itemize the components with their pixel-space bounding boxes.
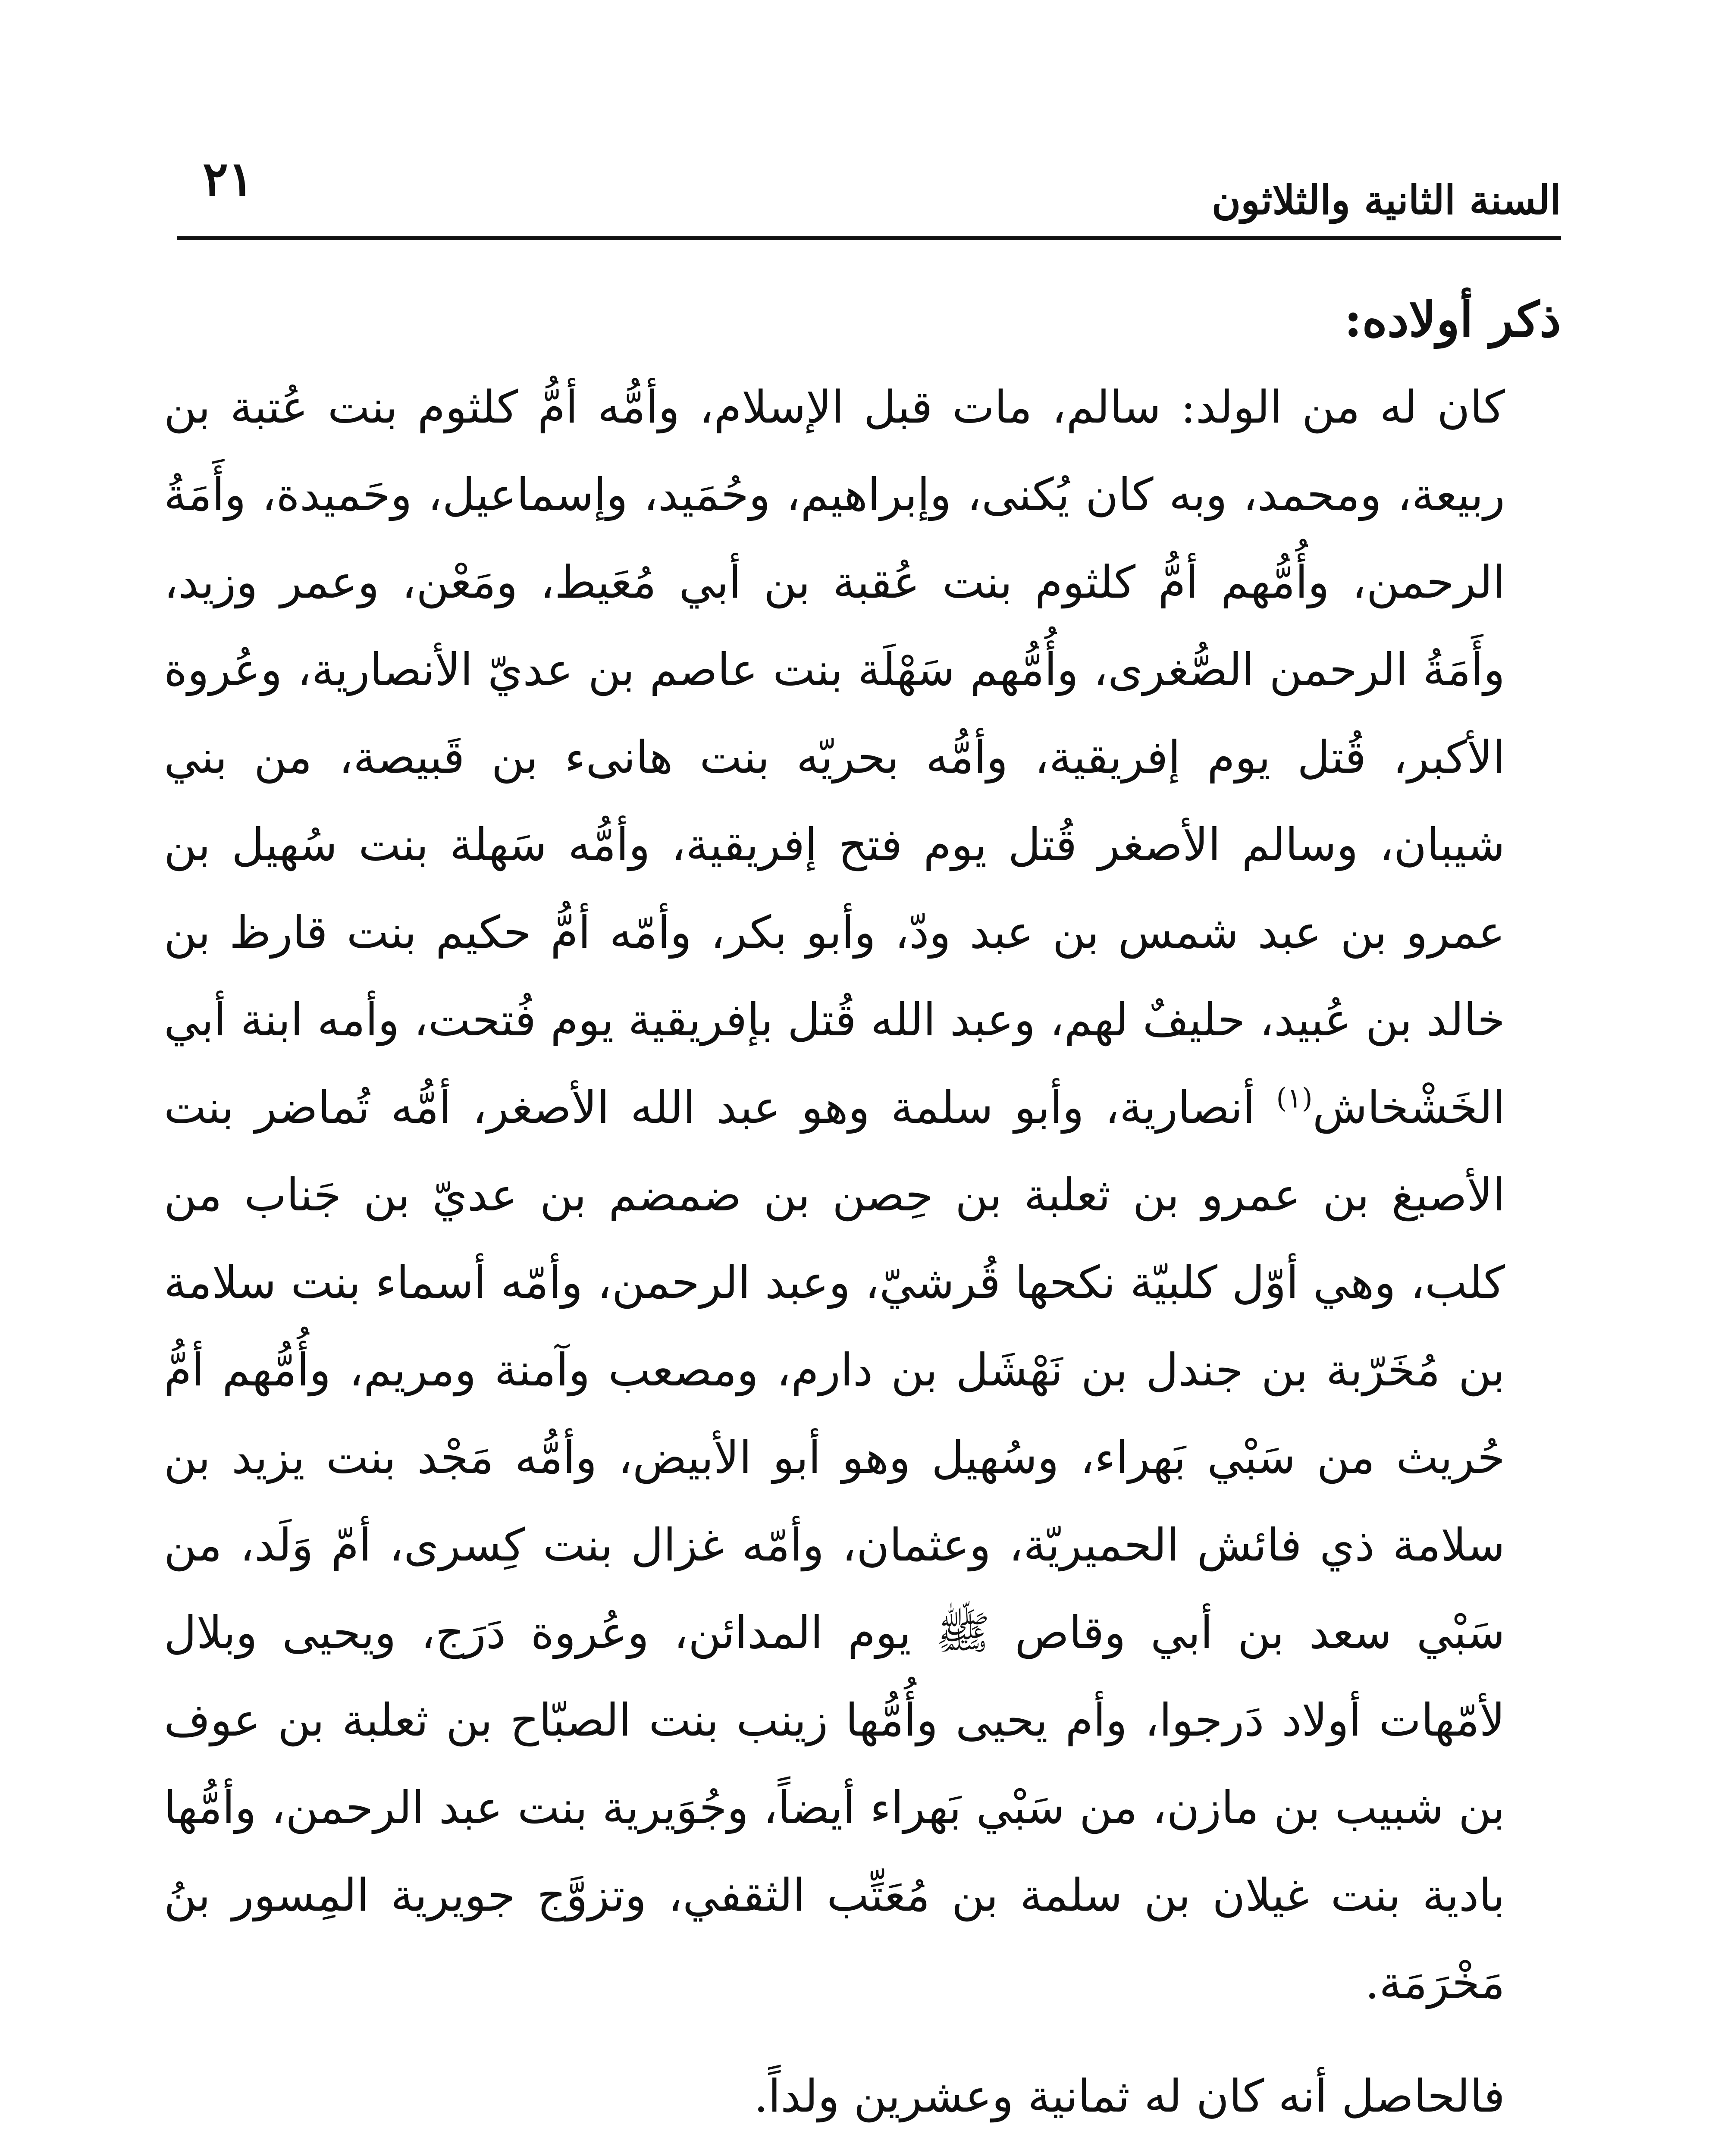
paragraph-children-list bbox=[164, 364, 1561, 2027]
header-rule bbox=[177, 236, 1561, 240]
running-title: السنة الثانية والثلاثون bbox=[1211, 177, 1561, 223]
main-text bbox=[164, 276, 1561, 2156]
paragraph-text: أنصارية، وأبو سلمة وهو عبد الله الأصغر، أمُّه تُماضر بنت الأصبغ بن عمرو بن ثعلبة بن حِصن بن ضمضم بن عديّ بن جَناب من كلب، وهي أوّل كلبيّة نكحها قُرشيّ، وعبد الرحمن، وأمّه أسماء بنت سلامة بن مُخَرّبة بن جندل بن نَهْشَل بن دارم، ومصعب وآمنة ومريم، وأُمُّهم أمُّ حُريث من سَبْي بَهراء، وسُهيل وهو أبو الأبيض، وأمُّه مَجْد بنت يزيد بن سلامة ذي فائش الحميريّة، وعثمان، وأمّه غزال بنت كِسرى، أمّ وَلَد، من سَبْي سعد بن أبي وقاص ﷺ يوم المدائن، وعُروة دَرَج، ويحيى وبلال لأمّهات أولاد دَرجوا، وأم يحيى وأُمُّها زينب بنت الصبّاح بن ثعلبة بن عوف بن شبيب بن مازن، من سَبْي بَهراء أيضاً، وجُوَيرية بنت عبد الرحمن، وأمُّها بادية بنت غيلان بن سلمة بن مُعَتِّب الثقفي، وتزوَّج جويرية المِسور بنُ مَخْرَمَة. bbox=[164, 1081, 1505, 2009]
page-header bbox=[172, 142, 1561, 237]
paragraph-summary: فالحاصل أنه كان له ثمانية وعشرين ولداً. bbox=[754, 2070, 1505, 2122]
page-number: ٢١ bbox=[203, 151, 254, 207]
paragraph-text: كان له من الولد: سالم، مات قبل الإسلام، وأمُّه أمُّ كلثوم بنت عُتبة بن ربيعة، ومحمد، وبه كان يُكنى، وإبراهيم، وحُمَيد، وإسماعيل، وحَميدة، وأَمَةُ الرحمن، وأُمُّهم أمُّ كلثوم بنت عُقبة بن أبي مُعَيط، ومَعْن، وعمر وزيد، وأَمَةُ الرحمن الصُّغرى، وأُمُّهم سَهْلَة بنت عاصم بن عديّ الأنصارية، وعُروة الأكبر، قُتل يوم إفريقية، وأمُّه بحريّه بنت هانىء بن قَبيصة، من بني شيبان، وسالم الأصغر قُتل يوم فتح إفريقية، وأمُّه سَهلة بنت سُهيل بن عمرو بن عبد شمس بن عبد ودّ، وأبو بكر، وأمّه أمُّ حكيم بنت قارظ بن خالد بن عُبيد، حليفٌ لهم، وعبد الله قُتل بإفريقية يوم فُتحت، وأمه ابنة أبي الخَشْخاش bbox=[164, 381, 1505, 1134]
section-heading: ذكر أولاده: bbox=[1344, 291, 1561, 348]
footnote-reference[interactable]: (١) bbox=[1276, 1082, 1313, 1115]
